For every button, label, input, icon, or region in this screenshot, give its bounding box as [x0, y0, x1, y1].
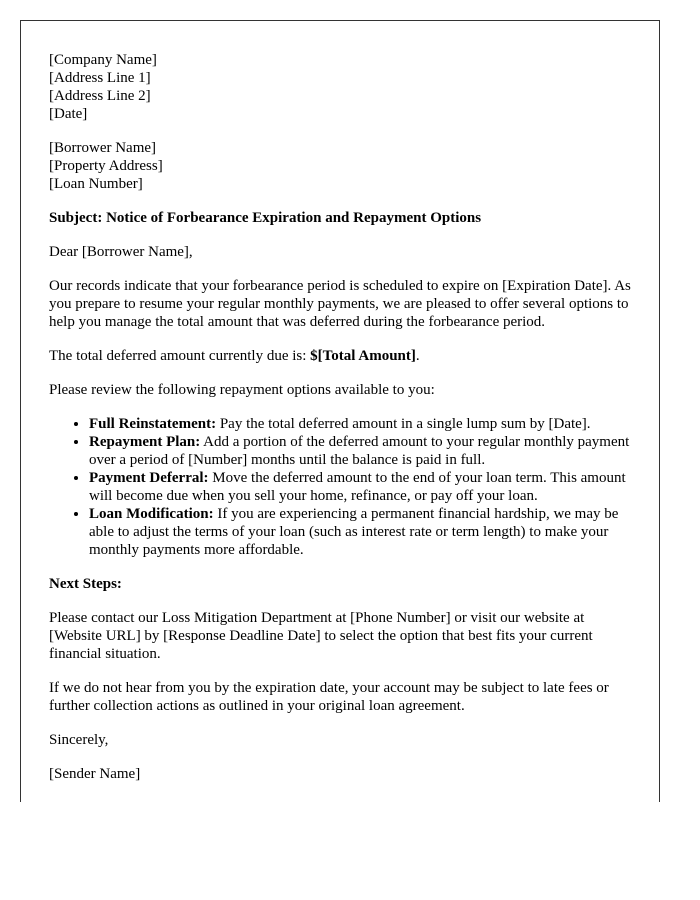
address-line-1: [Address Line 1] [49, 70, 151, 86]
letter-date: [Date] [49, 106, 88, 122]
subject-text: Subject: Notice of Forbearance Expiration and Repayment Options [49, 210, 482, 226]
intro-paragraph: Our records indicate that your forbearance period is scheduled to expire on [Expiration Date]. As you prepare to resume your regular monthly payments, we are pleased to offer several options to help you manage the total amount that was deferred during the forbearance period. [49, 278, 631, 330]
amount-prefix: The total deferred amount currently due is: [49, 348, 311, 364]
letter-content [49, 51, 639, 799]
signature: [Sender Name] [49, 766, 141, 782]
next-steps-paragraph: Please contact our Loss Mitigation Department at [Phone Number] or visit our website at [Website URL] by [Response Deadline Date] to select the option that best fits your current financial situation. [49, 610, 593, 662]
options-intro: Please review the following repayment options available to you: [49, 382, 435, 398]
next-steps-title: Next Steps: [49, 576, 122, 592]
loan-number: [Loan Number] [49, 176, 143, 192]
amount-paragraph [49, 347, 639, 365]
options-list [49, 415, 639, 559]
next-steps-heading [49, 575, 639, 593]
closing: Sincerely, [49, 732, 109, 748]
total-amount: $[Total Amount] [310, 348, 416, 364]
option-title: Repayment Plan: [89, 434, 201, 450]
option-text: Pay the total deferred amount in a single lump sum by [Date]. [216, 416, 591, 432]
borrower-name: [Borrower Name] [49, 140, 157, 156]
option-repayment-plan [89, 433, 639, 469]
address-line-2: [Address Line 2] [49, 88, 151, 104]
salutation: Dear [Borrower Name], [49, 244, 193, 260]
option-full-reinstatement [89, 415, 639, 433]
letter-page [20, 20, 660, 802]
option-text: Move the deferred amount to the end of your loan term. This amount will become due when you sell your home, refinance, or pay off your loan. [89, 470, 626, 504]
amount-suffix: . [415, 348, 420, 364]
option-loan-modification [89, 505, 639, 559]
recipient-block [49, 139, 639, 193]
company-name: [Company Name] [49, 52, 157, 68]
sender-address-block [49, 51, 639, 123]
property-address: [Property Address] [49, 158, 163, 174]
option-text: Add a portion of the deferred amount to your regular monthly payment over a period of [Number] months until the balance is paid in full. [89, 434, 630, 468]
option-title: Full Reinstatement: [89, 416, 217, 432]
option-title: Payment Deferral: [89, 470, 209, 486]
option-payment-deferral [89, 469, 639, 505]
warning-paragraph: If we do not hear from you by the expiration date, your account may be subject to late fees or further collection actions as outlined in your original loan agreement. [49, 680, 609, 714]
option-text: If you are experiencing a permanent financial hardship, we may be able to adjust the terms of your loan (such as interest rate or term length) to make your monthly payments more affordable. [89, 506, 619, 558]
subject-line [49, 209, 639, 227]
option-title: Loan Modification: [89, 506, 214, 522]
